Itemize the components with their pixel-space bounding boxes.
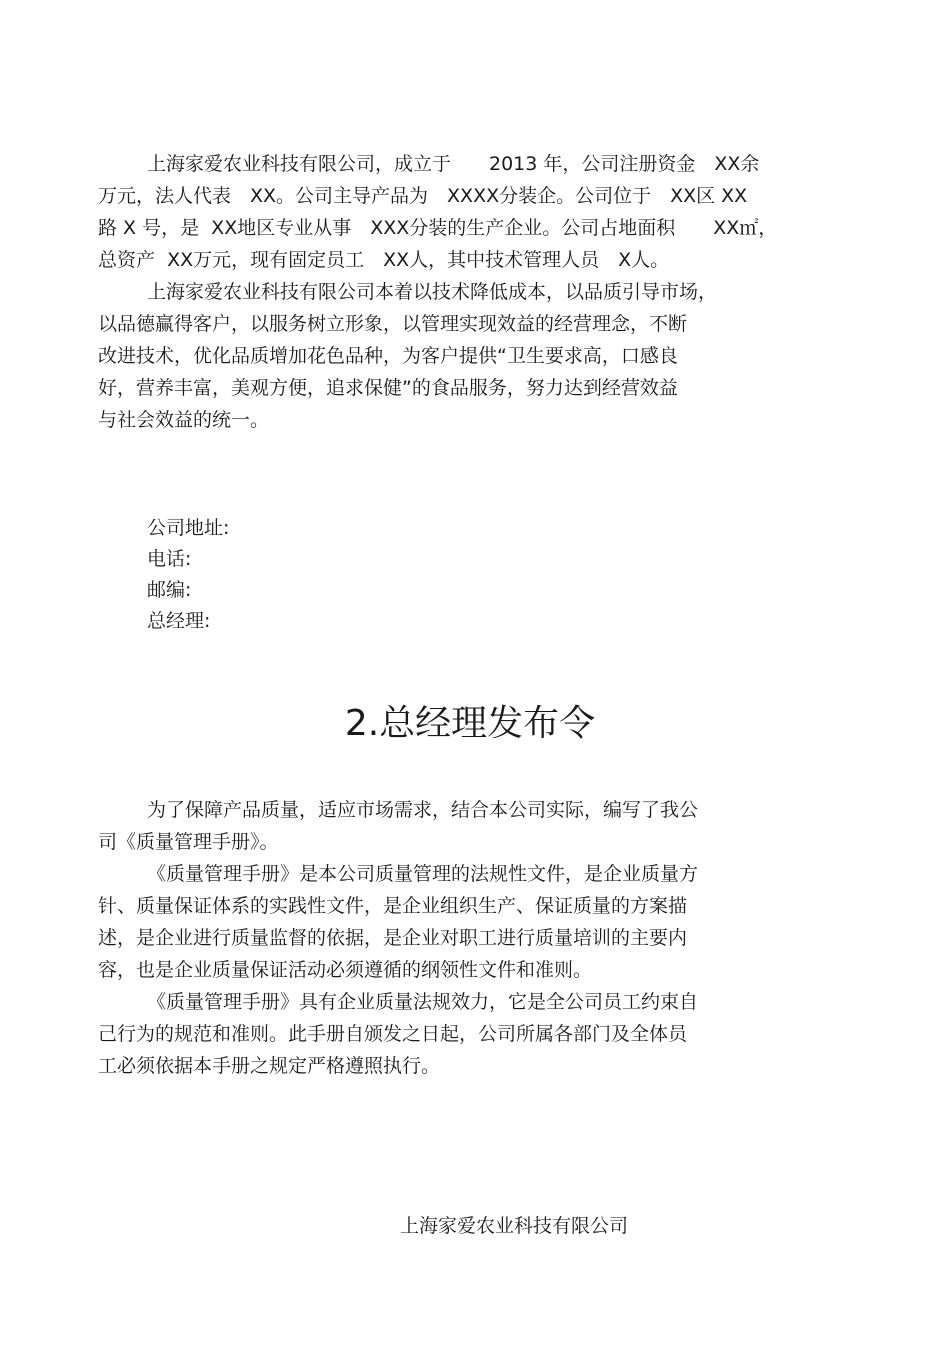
intro-line: 上海家爱农业科技有限公司本着以技术降低成本，以品质引导市场， — [147, 281, 718, 303]
decree-line: 《质量管理手册》是本公司质量管理的法规性文件，是企业质量方 — [147, 863, 699, 885]
phone-label: 电话: — [147, 548, 192, 570]
decree-line: 针、质量保证体系的实践性文件，是企业组织生产、保证质量的方案描 — [98, 895, 688, 917]
section-title: 2.总经理发布令 — [344, 703, 596, 744]
address-label: 公司地址: — [147, 517, 230, 539]
intro-line: 总资产 XX万元，现有固定员工 XX人，其中技术管理人员 X人。 — [98, 249, 670, 271]
intro-line: 好，营养丰富，美观方便，追求保健”的食品服务，努力达到经营效益 — [98, 377, 678, 399]
decree-line: 容，也是企业质量保证活动必须遵循的纲领性文件和准则。 — [98, 959, 593, 981]
intro-line: 与社会效益的统一。 — [98, 409, 270, 431]
decree-line: 司《质量管理手册》。 — [98, 831, 279, 853]
decree-line: 《质量管理手册》具有企业质量法规效力，它是全公司员工约束自 — [147, 991, 699, 1013]
decree-line: 工必须依据本手册之规定严格遵照执行。 — [98, 1055, 441, 1077]
gm-label: 总经理: — [147, 610, 211, 632]
intro-line: 万元，法人代表 XX。公司主导产品为 XXXX分装企。公司位于 XX区 XX — [98, 185, 748, 207]
decree-line: 己行为的规范和准则。此手册自颁发之日起，公司所属各部门及全体员 — [98, 1023, 688, 1045]
decree-line: 述，是企业进行质量监督的依据，是企业对职工进行质量培训的主要内 — [98, 927, 688, 949]
decree-line: 为了保障产品质量，适应市场需求，结合本公司实际，编写了我公 — [147, 799, 699, 821]
intro-line: 以品德赢得客户，以服务树立形象，以管理实现效益的经营理念，不断 — [98, 313, 688, 335]
company-signature: 上海家爱农业科技有限公司 — [400, 1215, 629, 1237]
intro-line: 上海家爱农业科技有限公司，成立于 2013 年，公司注册资金 XX余 — [147, 153, 760, 175]
postcode-label: 邮编: — [147, 579, 192, 601]
intro-line: 改进技术，优化品质增加花色品种，为客户提供“卫生要求高，口感良 — [98, 345, 678, 367]
intro-line: 路 X 号，是 XX地区专业从事 XXX分装的生产企业。公司占地面积 XX㎡， — [98, 217, 778, 239]
